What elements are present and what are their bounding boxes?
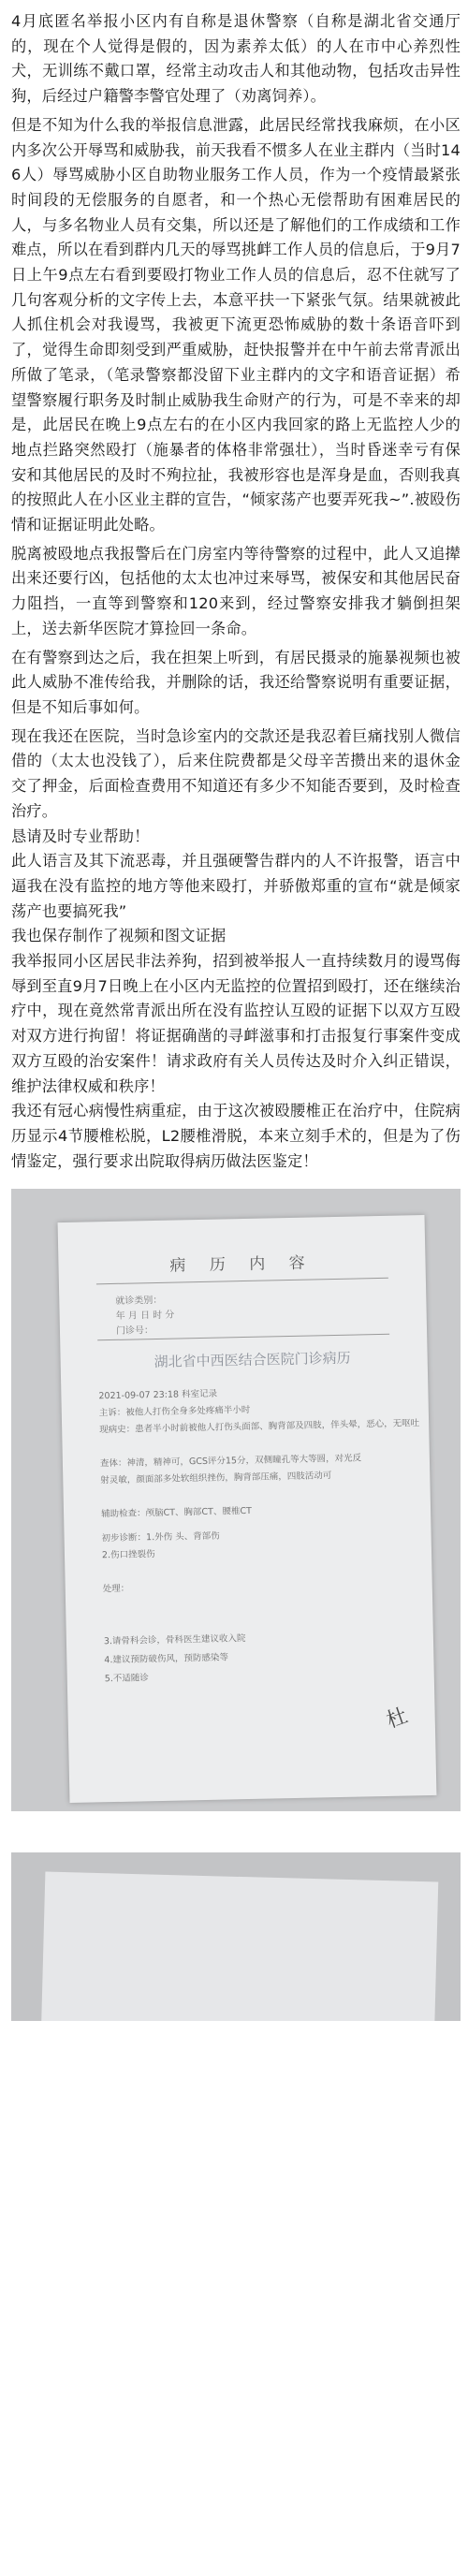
record-line: 初步诊断：1.外伤 头、背部伤 [101, 1530, 220, 1544]
record-line: 5.不适随诊 [104, 1673, 149, 1685]
record-field: 门诊号： [115, 1325, 154, 1338]
record-line: 2021-09-07 23:18 科室记录 [98, 1388, 218, 1402]
paragraph: 此人语言及其下流恶毒，并且强硬警告群内的人不许报警，语言中逼我在没有监控的地方等他来殴打，并骄傲郑重的宣布“就是倾家荡产也要搞死我” [11, 852, 461, 920]
divider [96, 1278, 388, 1285]
paragraph: 脱离被殴地点我报警后在门房室内等待警察的过程中，此人又追撵出来还要行凶，包括他的太太也冲过来辱骂，被保安和其他居民奋力阻挡，一直等到警察和120来到，经过警察安排我才躺倒担架上，送去新华医院才算捡回一条命。 [11, 544, 461, 637]
record-line: 处理： [102, 1583, 130, 1595]
paragraph: 但是不知为什么我的举报信息泄露，此居民经常找我麻烦，在小区内多次公开辱骂和威胁我，前天我看不惯多人在业主群内（当时146人）辱骂威胁小区自助物业服务工作人员，作为一个疫情最紧张时间段的无偿服务的自愿者，和一个热心无偿帮助有困难居民的人，与多名物业人员有交集，所以还是了解他们的工作成绩和工作难点，所以在看到群内几天的辱骂挑衅工作人员的信息后，于9月7日上午9点左右看到要殴打物业工作人员的信息后，忍不住就写了几句客观分析的文字传上去，本意平扶一下紧张气氛。结果就被此人抓住机会对我谩骂，我被更下流更恐怖威胁的数十条语音吓到了，觉得生命即刻受到严重威胁，赶快报警并在中午前去常青派出所做了笔录，（笔录警察都没留下业主群内的文字和语音证据）希望警察履行职务及时制止威胁我生命财产的行为，可是不幸来的却是，此居民在晚上9点左右的在小区内我回家的路上无监控人少的地点拦路突然殴打（施暴者的体格非常强壮），当时昏迷幸亏有保安和其他居民的及时不殉拉扯，我被形容也是浑身是血，否则我真的按照此人在小区业主群的宣告，“倾家荡产也要弄死我~”.被殴伤情和证据证明此处略。 [11, 115, 461, 534]
paragraph: 恳请及时专业帮助！ [11, 827, 150, 845]
paragraph: 我举报同小区居民非法养狗，招到被举报人一直持续数月的谩骂侮辱到至直9月7日晚上在小区内无监控的位置招到殴打，还在继续治疗中，现在竟然常青派出所在没有监控认互殴的证据下以双方互殴对双方进行拘留！将证据确凿的寻衅滋事和打击报复行事案件变成双方互殴的治安案件！请求政府有关人员传达及时介入纠正错误，维护法律权威和秩序！ [11, 952, 461, 1095]
second-record-photo[interactable] [11, 1852, 461, 2021]
paragraph: 我还有冠心病慢性病重症，由于这次被殴腰椎正在治疗中，住院病历显示4节腰椎松脱，L2腰椎滑脱，本来立刻手术的，但是为了伤情鉴定，强行要求出院取得病历做法医鉴定！ [11, 1102, 461, 1170]
record-line: 4.建议预防破伤风，预防感染等 [104, 1652, 229, 1666]
record-field: 就诊类别： [115, 1295, 163, 1308]
record-title: 病 历 内 容 [169, 1253, 314, 1277]
second-record-paper [41, 1872, 439, 2021]
paragraph: 现在我还在医院，当时急诊室内的交款还是我忍着巨痛找别人微信借的（太太也没钱了），后来住院费都是父母辛苦攒出来的退休金交了押金，后面检查费用不知道还有多少不知能否要到，及时检查治疗。 [11, 726, 461, 820]
record-line: 射灵敏，颜面部多处软组织挫伤，胸背部压痛，四肢活动可 [100, 1471, 332, 1486]
medical-record-paper [58, 1215, 437, 1803]
medical-record-photo[interactable] [11, 1189, 461, 1811]
record-line: 查体：神清，精神可，GCS评分15分，双侧瞳孔等大等圆，对光反 [99, 1453, 362, 1470]
record-field: 年 月 日 时 分 [115, 1310, 175, 1323]
paragraph: 我也保存制作了视频和图文证据 [11, 927, 227, 945]
record-line: 主诉：被他人打伤全身多处疼痛半小时 [98, 1405, 251, 1419]
record-line: 辅助检查：颅脑CT、胸部CT、腰椎CT [100, 1506, 252, 1520]
paragraph: 在有警察到达之后，我在担架上听到，有居民摄录的施暴视频也被此人威胁不准传给我，并删除的话，我还给警察说明有重要证据，但是不知后事如何。 [11, 648, 461, 716]
record-line: 现病史：患者半小时前被他人打伤头面部、胸背部及四肢，伴头晕，恶心，无呕吐 [99, 1418, 420, 1436]
paragraph: 4月底匿名举报小区内有自称是退休警察（自称是湖北省交通厅的，现在个人觉得是假的，因为素养太低）的人在市中心养烈性犬，无训练不戴口罩，经常主动攻击人和其他动物，包括攻击异性狗，后经过户籍警李警官处理了（劝离饲养）。 [11, 12, 461, 106]
record-line: 3.请骨科会诊，骨科医生建议收入院 [103, 1633, 246, 1647]
doctor-signature: 杜 [383, 1705, 411, 1734]
hospital-name: 湖北省中西医结合医院门诊病历 [154, 1349, 351, 1371]
record-line: 2.伤口挫裂伤 [101, 1549, 155, 1561]
